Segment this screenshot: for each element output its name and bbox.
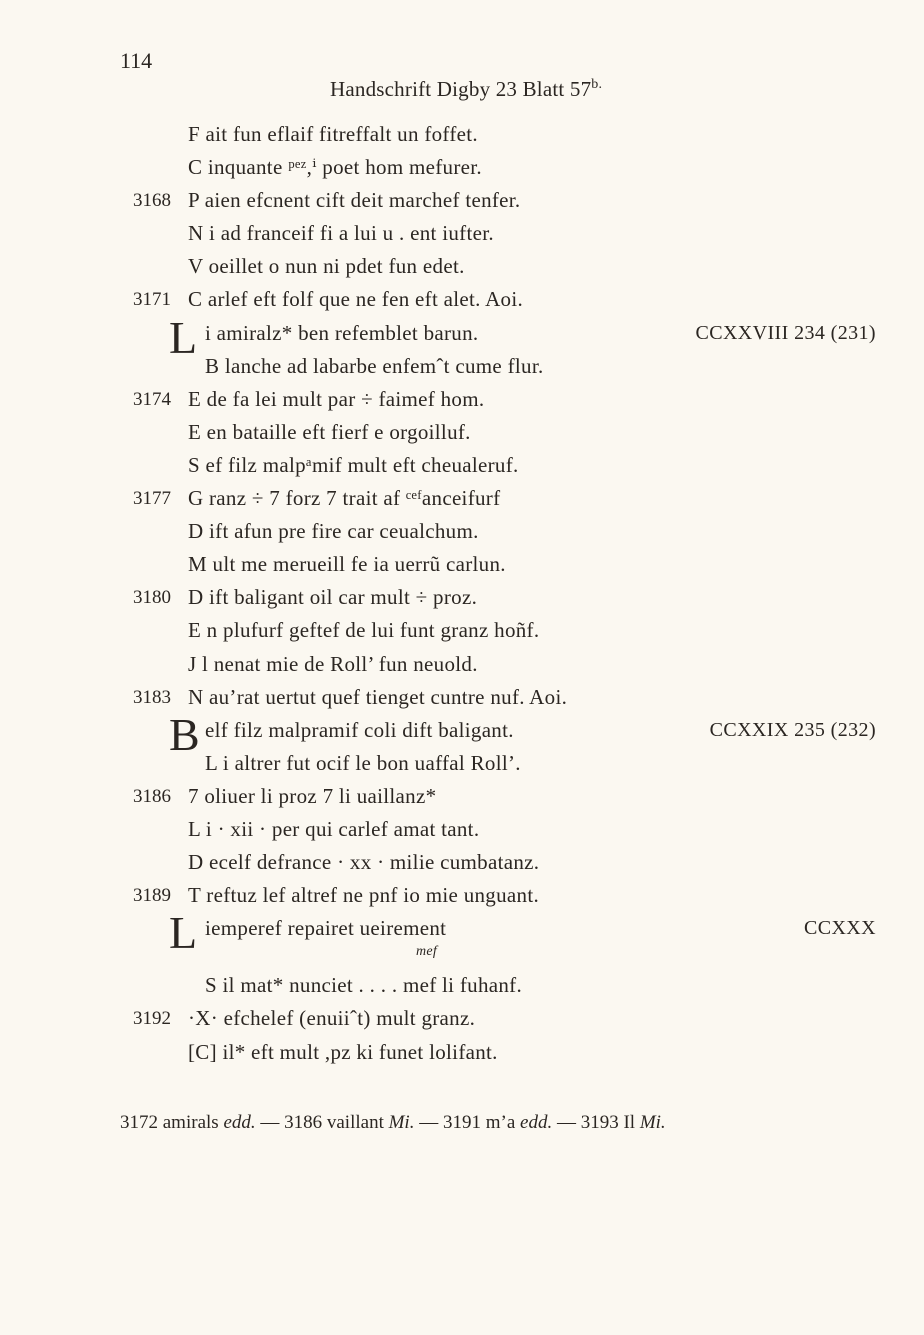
verse-text: elf filz malpramif coli dift baligant. [205, 717, 514, 742]
verse-text: D ift baligant oil car mult ÷ proz. [188, 585, 478, 610]
verse-line [0, 945, 924, 969]
line-number: 3168 [133, 190, 171, 212]
verse-line [0, 813, 924, 846]
verse-text: D ecelf defrance · xx · milie cumbatanz. [188, 850, 540, 875]
verse-line [0, 449, 924, 482]
laisse-reference: CCXXIX 235 (232) [709, 718, 876, 741]
verse-line [0, 747, 924, 780]
verse-text: N i ad franceif fi a lui u . ent iufter. [188, 221, 494, 246]
verse-text: E de fa lei mult par ÷ faimef hom. [188, 386, 485, 411]
verse-line [0, 846, 924, 879]
verse-line [0, 708, 924, 760]
verse-text: D ift afun pre fire car ceualchum. [188, 519, 479, 544]
verse-line [0, 780, 924, 813]
verse-text: B lanche ad labarbe enfemˆt cume flur. [205, 353, 544, 378]
verse-text: T reftuz lef altref ne pnf io mie unguant. [188, 883, 539, 908]
verse-text: L i · xii · per qui carlef amat tant. [188, 816, 480, 841]
footnote-editor: edd. [223, 1112, 256, 1133]
verse-text: 7 oliuer li proz 7 li uaillanz* [188, 783, 437, 808]
footnote [120, 1108, 880, 1137]
running-head-text: Handschrift Digby 23 Blatt 57 [330, 77, 592, 101]
verse-text: ·X· efchelef (enuiiˆt) mult granz. [188, 1006, 476, 1031]
verse-line [0, 184, 924, 217]
footnote-editor: Mi. [639, 1112, 666, 1133]
initial-capital: L [169, 311, 198, 363]
verse-line [0, 283, 924, 316]
verse-line [0, 581, 924, 614]
verse-text: S il mat* nunciet . . . . mef li fuhanf. [205, 973, 523, 998]
verse-line [0, 217, 924, 250]
line-number: 3180 [133, 587, 171, 609]
verse-line [0, 350, 924, 383]
line-number: 3171 [133, 289, 171, 311]
verse-text: S ef filz malpᵃmif mult eft cheualeruf. [188, 452, 519, 477]
verse-text: i amiralz* ben refemblet barun. [205, 320, 479, 345]
line-number: 3177 [133, 488, 171, 510]
verse-text: J l nenat mie de Roll’ fun neuold. [188, 651, 478, 676]
verse-line [0, 151, 924, 184]
laisse-reference: CCXXVIII 234 (231) [695, 321, 876, 344]
line-number: 3186 [133, 785, 171, 807]
initial-capital: L [169, 907, 198, 959]
verse-line [0, 648, 924, 681]
verse-text: V oeillet o nun ni pdet fun edet. [188, 254, 465, 279]
verse-text: C arlef eft folf que ne fen eft alet. Aoi. [188, 287, 524, 312]
line-number: 3192 [133, 1008, 171, 1030]
verse-text: F ait fun eflaif fitreffalt un foffet. [188, 122, 478, 146]
verse-text: M ult me merueill fe ia uerrũ carlun. [188, 552, 506, 577]
line-number: 3189 [133, 885, 171, 907]
verse-text: iemperef repairet ueirement [205, 916, 447, 941]
verse-line [0, 482, 924, 515]
footnote-part: — 3186 vaillant [255, 1112, 389, 1133]
verse-line [0, 1002, 924, 1035]
line-number: 3174 [133, 388, 171, 410]
verse-line [0, 515, 924, 548]
verse-text: P aien efcnent cift deit marchef tenfer. [188, 188, 521, 213]
footnote-part: 3172 amirals [120, 1112, 224, 1133]
verse-lines [0, 118, 924, 1069]
laisse-reference: CCXXX [803, 917, 876, 940]
verse-text: [C] il* eft mult ,pz ki funet lolifant. [188, 1039, 498, 1064]
verse-text: E en bataille eft fierf e orgoilluf. [188, 419, 471, 444]
verse-line [0, 681, 924, 714]
verse-text: C inquante ᵖᵉᶻ,ⁱ poet hom mefurer. [188, 155, 482, 180]
footnote-editor: Mi. [388, 1112, 415, 1133]
initial-capital: B [169, 708, 200, 760]
running-head-suffix: b. [591, 77, 603, 92]
verse-line [0, 416, 924, 449]
verse-text: L i altrer fut ocif le bon uaffal Roll’. [205, 750, 521, 775]
footnote-editor: edd. [520, 1112, 553, 1133]
running-head [330, 77, 602, 102]
verse-text: E n plufurf geftef de lui funt granz hoñf. [188, 618, 540, 643]
verse-text: G ranz ÷ 7 forz 7 trait af ᶜᵉᶠanceifurf [188, 486, 501, 511]
verse-line [0, 250, 924, 283]
verse-line [0, 311, 924, 363]
line-number: 3183 [133, 686, 171, 708]
interlinear-gloss: mef [416, 944, 438, 960]
page-number: 114 [120, 48, 153, 73]
verse-line [0, 1036, 924, 1069]
verse-line [0, 969, 924, 1002]
verse-line [0, 118, 924, 151]
footnote-part: — 3193 Il [552, 1112, 640, 1133]
verse-line [0, 614, 924, 647]
verse-line [0, 548, 924, 581]
verse-line [0, 383, 924, 416]
footnote-part: — 3191 m’a [414, 1112, 521, 1133]
verse-text: N auʼrat uertut quef tienget cuntre nuf. Aoi. [188, 684, 568, 709]
verse-line [0, 879, 924, 912]
